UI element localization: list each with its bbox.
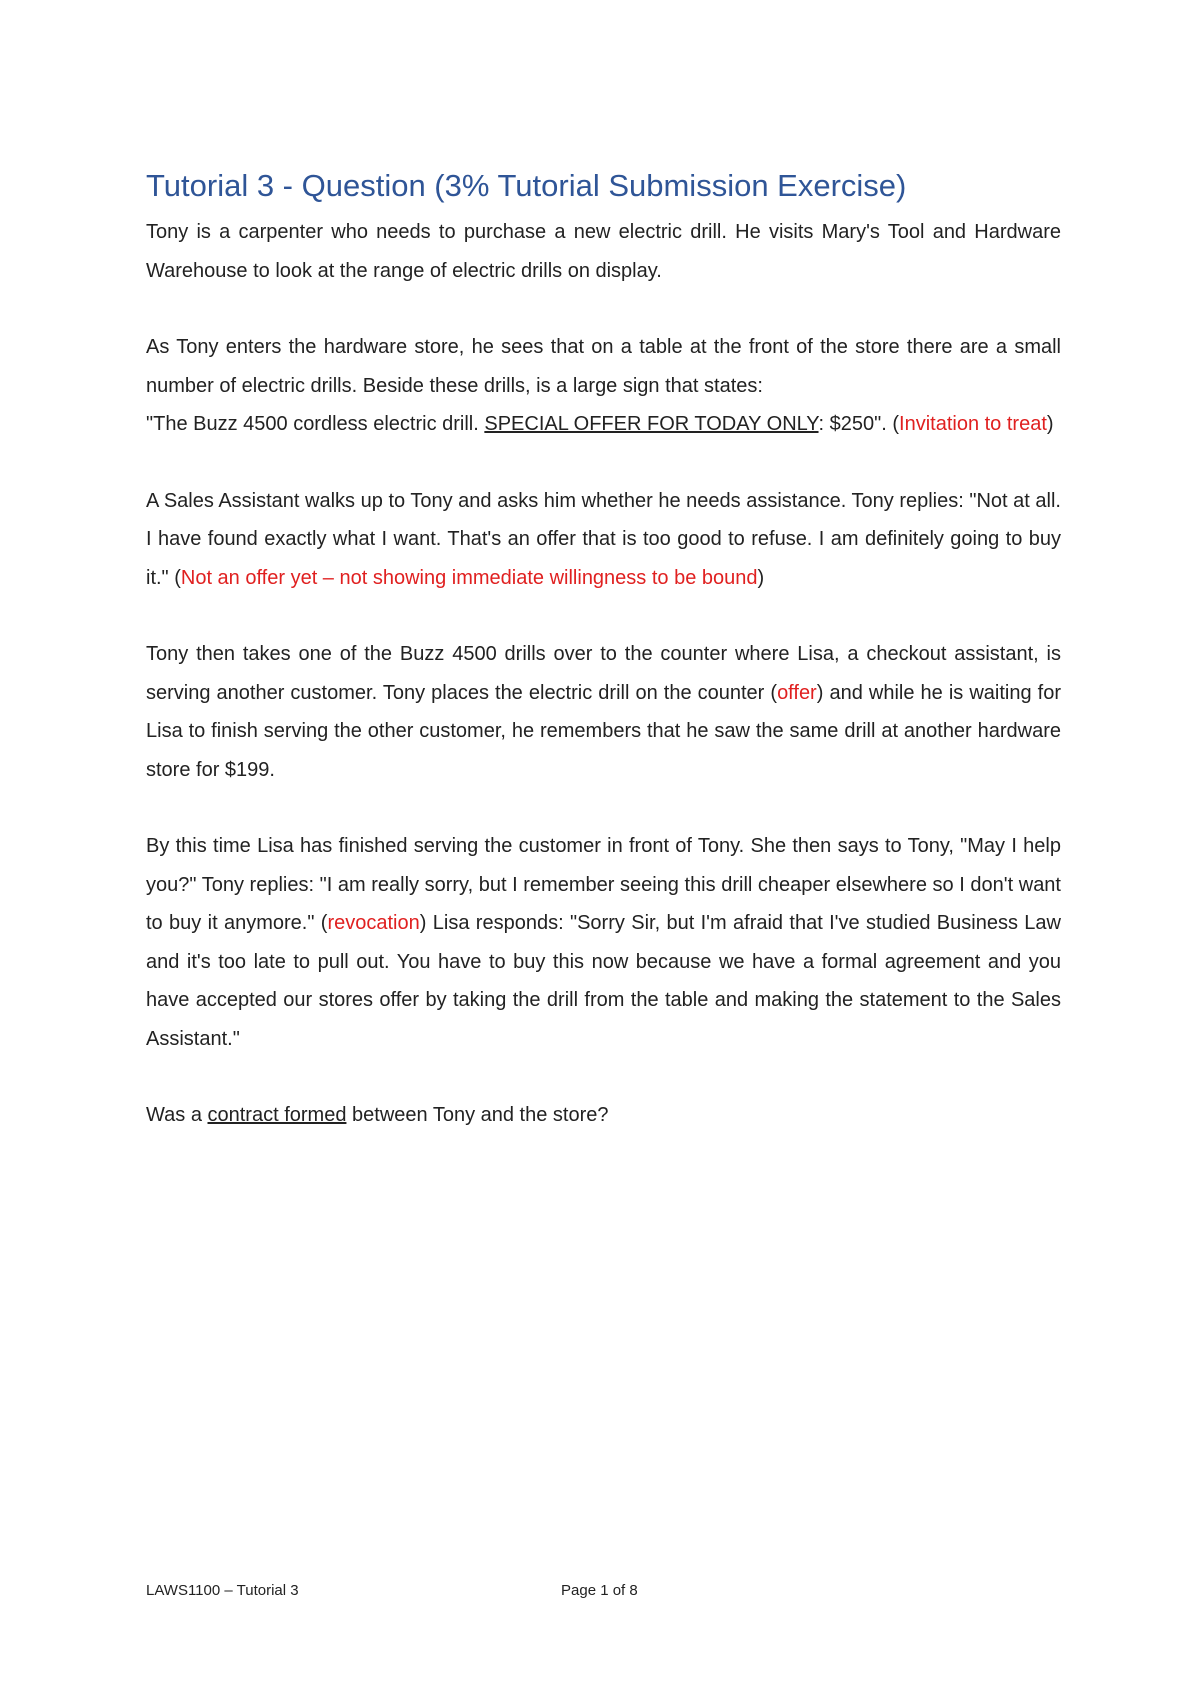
paragraph-intro-text: Tony is a carpenter who needs to purchase a new electric drill. He visits Mary's Tool and Hardware Warehouse to look at the range of electric drills on display.: [146, 221, 1061, 282]
annotation-close-paren: ): [1046, 413, 1054, 435]
footer-page-number: Page 1 of 8: [561, 1582, 638, 1599]
page-title: Tutorial 3 - Question (3% Tutorial Submission Exercise): [146, 168, 907, 203]
paragraph-revocation: [146, 827, 1061, 1058]
question-contract-formed: contract formed: [207, 1104, 347, 1126]
paragraph-intro: [146, 213, 1061, 290]
paragraph-sales-assistant-text: A Sales Assistant walks up to Tony and asks him whether he needs assistance. Tony replies: "Not at all. I have found exactly what I want. That's an offer that is too good to refuse. I am definitely going to buy it." (: [146, 489, 1061, 589]
annotation-invitation-to-treat: Invitation to treat: [899, 413, 1047, 435]
annotation-close-paren: ): [757, 566, 765, 589]
paragraph-sign-text: As Tony enters the hardware store, he sees that on a table at the front of the store there are a small number of electric drills. Beside these drills, is a large sign that states:: [146, 336, 1061, 397]
question-text-end: between Tony and the store?: [346, 1104, 609, 1126]
sign-quote-end: : $250". (: [818, 413, 900, 435]
paragraph-revocation-text: By this time Lisa has finished serving the customer in front of Tony. She then says to Tony, "May I help you?" Tony replies: "I am really sorry, but I remember seeing this drill cheaper elsewhere so I don't want to buy it anymore." (: [146, 835, 1061, 934]
paragraph-counter: [146, 635, 1061, 789]
paragraph-question: [146, 1096, 1061, 1135]
annotation-offer: offer: [777, 681, 817, 704]
paragraph-counter-text-end: ) and while he is waiting for Lisa to finish serving the other customer, he remembers that he saw the same drill at another hardware store for $199.: [146, 681, 1061, 781]
paragraph-revocation-text-end: ) Lisa responds: "Sorry Sir, but I'm afraid that I've studied Business Law and it's too late to pull out. You have to buy this now because we have a formal agreement and you have accepted our stores offer by taking the drill from the table and making the statement to the Sales Assistant.": [146, 912, 1061, 1050]
annotation-not-an-offer: Not an offer yet – not showing immediate willingness to be bound: [180, 566, 758, 589]
paragraph-counter-text: Tony then takes one of the Buzz 4500 drills over to the counter where Lisa, a checkout assistant, is serving another customer. Tony places the electric drill on the counter (: [146, 643, 1061, 704]
footer-course-label: LAWS1100 – Tutorial 3: [146, 1582, 299, 1599]
paragraph-sign: [146, 328, 1061, 444]
question-text-start: Was a: [146, 1104, 208, 1126]
paragraph-sales-assistant: [146, 482, 1061, 598]
annotation-revocation: revocation: [327, 912, 420, 934]
document-body: [146, 165, 1061, 1135]
sign-special-offer: SPECIAL OFFER FOR TODAY ONLY: [484, 413, 819, 435]
sign-quote-start: "The Buzz 4500 cordless electric drill.: [146, 413, 485, 435]
